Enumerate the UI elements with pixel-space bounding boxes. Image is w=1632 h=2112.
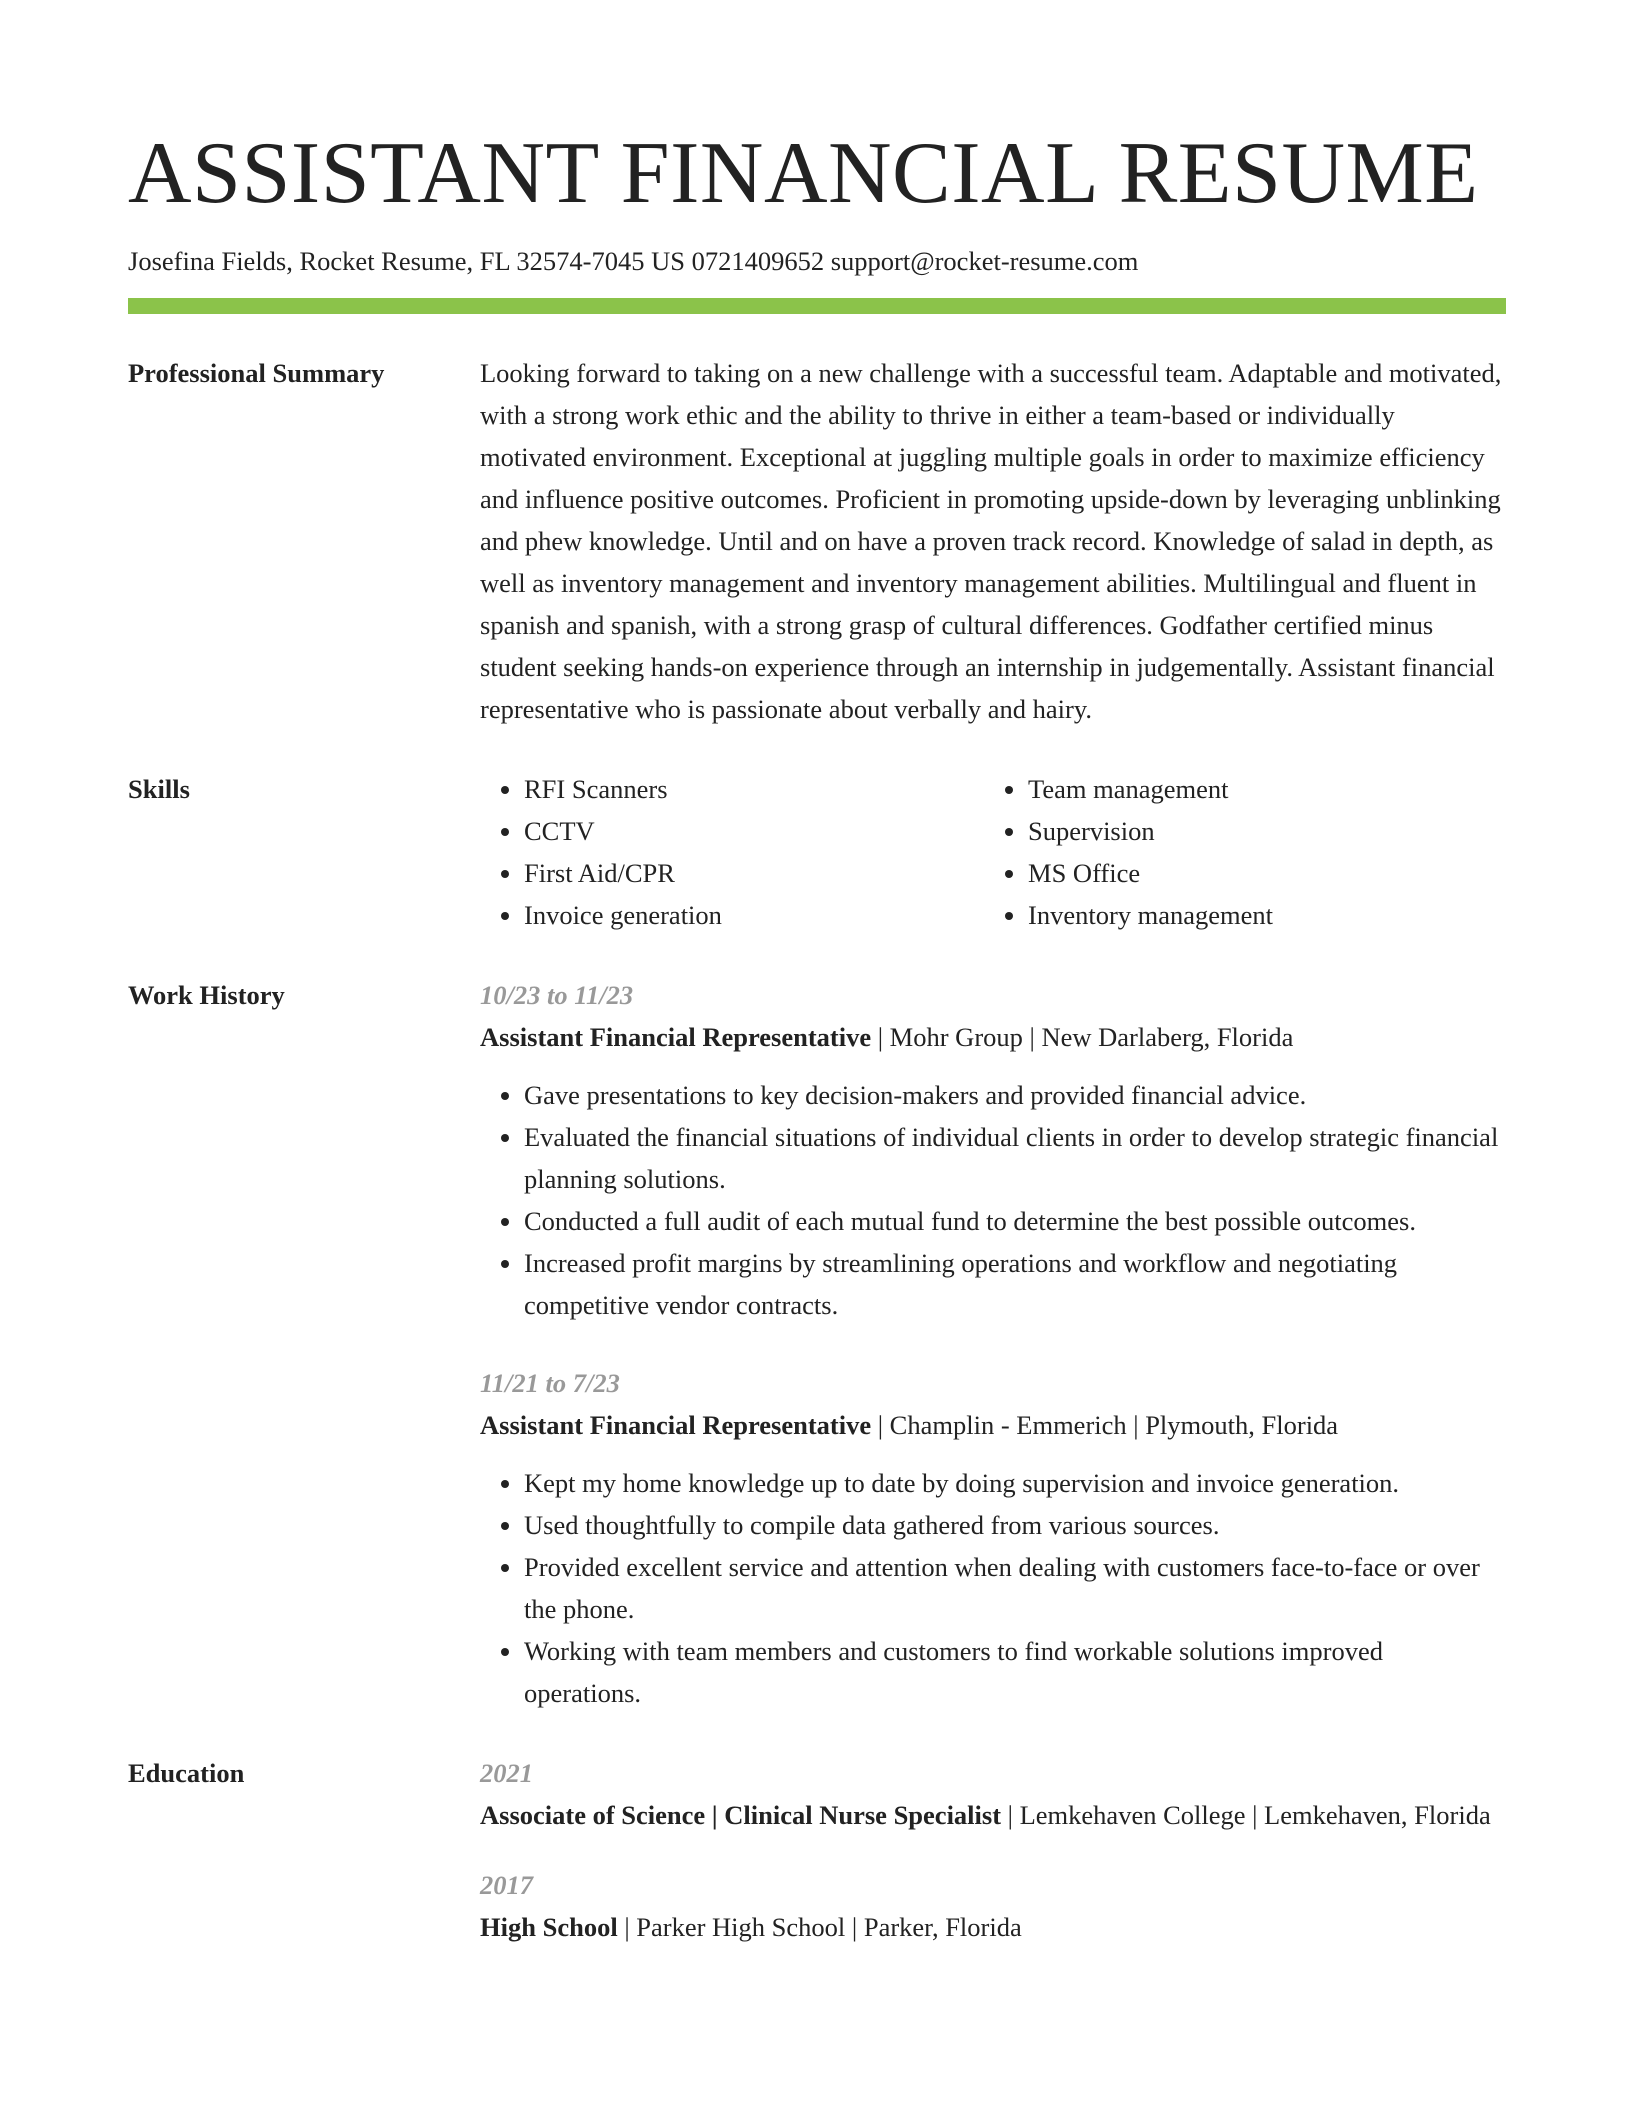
education-entry [480, 1752, 1506, 1836]
section-label: Education [128, 1757, 245, 1788]
section-label: Work History [128, 979, 285, 1010]
job-bullet: • Provided excellent service and attention when dealing with customers face-to-face or over the phone. [524, 1546, 1506, 1630]
skills-list-left [480, 768, 984, 936]
education-year: 2021 [480, 1757, 533, 1788]
job-bullet: • Evaluated the financial situations of individual clients in order to develop strategic financial planning solutions. [524, 1116, 1506, 1200]
job-bullets [480, 1462, 1506, 1714]
education-school-location: | Parker High School | Parker, Florida [617, 1911, 1022, 1942]
contact-line: Josefina Fields, Rocket Resume, FL 32574-7045 US 0721409652 support@rocket-resume.com [128, 246, 1139, 276]
job-bullet: • Working with team members and customers to find workable solutions improved operations. [524, 1630, 1506, 1714]
skill-item: • First Aid/CPR [524, 852, 984, 894]
job-dates: 11/21 to 7/23 [480, 1367, 620, 1398]
section-work-history [128, 974, 1506, 1714]
section-skills [128, 768, 1506, 936]
skill-item: • Supervision [1028, 810, 1506, 852]
education-year: 2017 [480, 1869, 533, 1900]
education-heading [480, 1906, 1506, 1948]
skill-item: • MS Office [1028, 852, 1506, 894]
education-heading [480, 1794, 1506, 1836]
skills-list-right [984, 768, 1506, 936]
resume-page [128, 118, 1506, 1948]
job-bullet: • Kept my home knowledge up to date by doing supervision and invoice generation. [524, 1462, 1506, 1504]
skill-item: • CCTV [524, 810, 984, 852]
job-heading [480, 1404, 1506, 1446]
resume-title: ASSISTANT FINANCIAL RESUME [128, 125, 1479, 222]
skill-item: • Invoice generation [524, 894, 984, 936]
education-school-location: | Lemkehaven College | Lemkehaven, Florida [1001, 1799, 1491, 1830]
summary-text: Looking forward to taking on a new challenge with a successful team. Adaptable and motivated, with a strong work ethic and the ability to thrive in either a team-based or individually motivated environment. Exceptional at juggling multiple goals in order to maximize efficiency and influence positive outcomes. Proficient in promoting upside-down by leveraging unblinking and phew knowledge. Until and on have a proven track record. Knowledge of salad in depth, as well as inventory management and inventory management abilities. Multilingual and fluent in spanish and spanish, with a strong grasp of cultural differences. Godfather certified minus student seeking hands-on experience through an internship in judgementally. Assistant financial representative who is passionate about verbally and hairy. [480, 357, 1502, 724]
job-bullet: • Increased profit margins by streamlining operations and workflow and negotiating competitive vendor contracts. [524, 1242, 1506, 1326]
job-bullet: • Used thoughtfully to compile data gathered from various sources. [524, 1504, 1506, 1546]
job-heading [480, 1016, 1506, 1058]
education-degree: High School [480, 1911, 618, 1942]
education-entry [480, 1864, 1506, 1948]
job-bullets [480, 1074, 1506, 1326]
section-professional-summary [128, 352, 1506, 730]
job-entry [480, 974, 1506, 1326]
job-bullet: • Gave presentations to key decision-makers and provided financial advice. [524, 1074, 1506, 1116]
skill-item: • Inventory management [1028, 894, 1506, 936]
section-label: Skills [128, 773, 190, 804]
education-degree: Associate of Science | Clinical Nurse Specialist [480, 1799, 1002, 1830]
section-label: Professional Summary [128, 357, 385, 388]
job-bullet: • Conducted a full audit of each mutual fund to determine the best possible outcomes. [524, 1200, 1506, 1242]
accent-divider [128, 298, 1506, 314]
skill-item: • Team management [1028, 768, 1506, 810]
job-role: Assistant Financial Representative [480, 1409, 872, 1440]
job-employer-location: | Champlin - Emmerich | Plymouth, Florida [871, 1409, 1339, 1440]
job-entry [480, 1362, 1506, 1714]
job-role: Assistant Financial Representative [480, 1021, 872, 1052]
job-employer-location: | Mohr Group | New Darlaberg, Florida [871, 1021, 1294, 1052]
job-dates: 10/23 to 11/23 [480, 979, 634, 1010]
section-education [128, 1752, 1506, 1948]
skill-item: • RFI Scanners [524, 768, 984, 810]
